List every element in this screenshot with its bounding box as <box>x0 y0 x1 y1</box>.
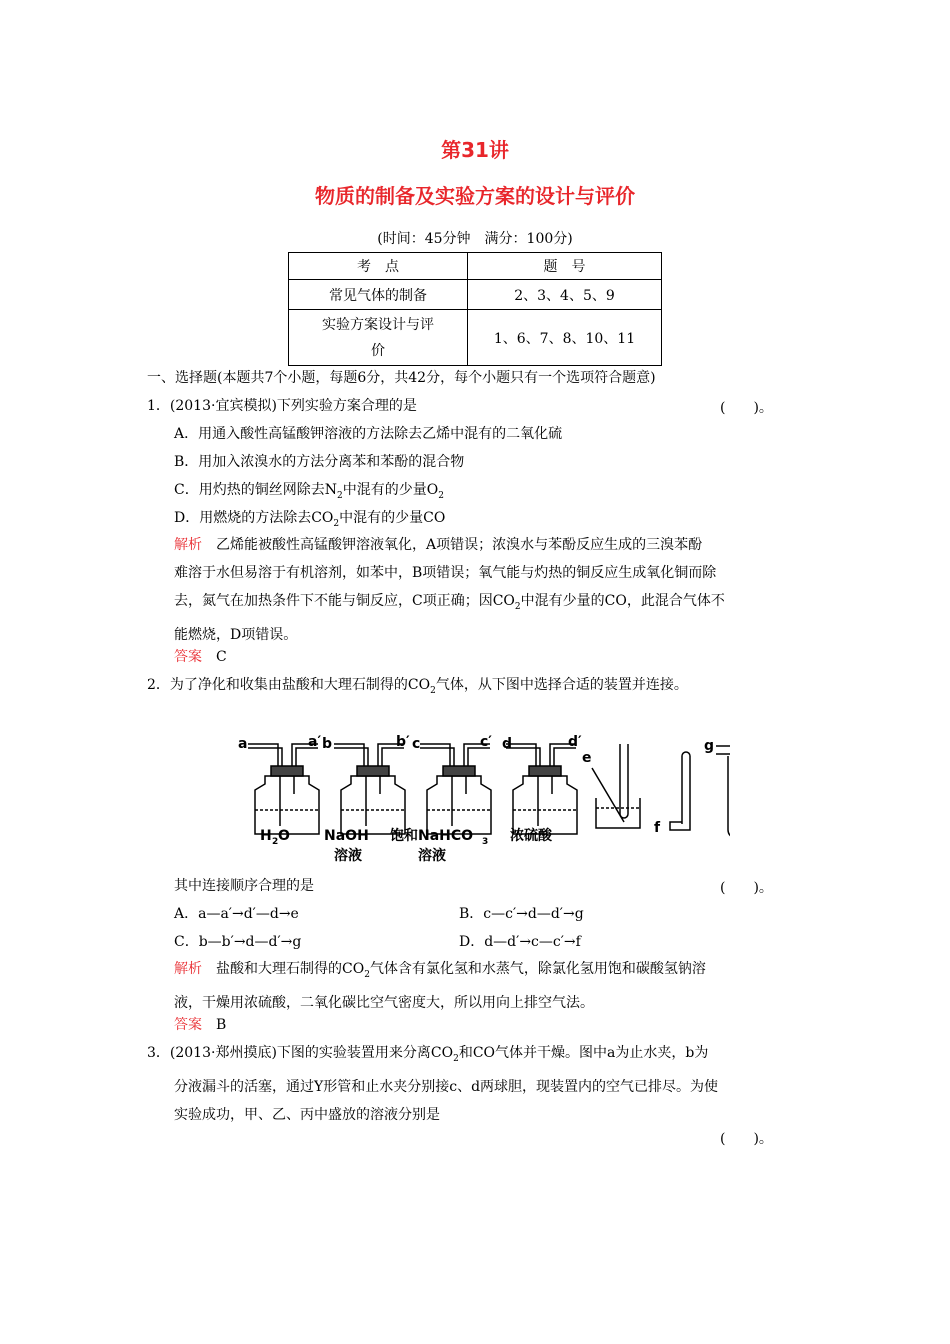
lecture-title: 物质的制备及实验方案的设计与评价 <box>315 184 635 208</box>
q1-answer: 答案 C <box>174 649 227 665</box>
table-header-numbers: 题 号 <box>468 253 662 280</box>
q1-option-c: C．用灼热的铜丝网除去$N_2$中混有的少量$O_2$ <box>174 482 444 501</box>
q2-answer-bracket: ( )。 <box>720 880 773 896</box>
table-cell-topic: 实验方案设计与评 价 <box>289 310 468 366</box>
analysis-label: 解析 <box>174 961 202 977</box>
svg-text:NaOH: NaOH <box>324 828 369 844</box>
table-cell-topic: 常见气体的制备 <box>289 280 468 310</box>
q2-stem: 2．为了净化和收集由盐酸和大理石制得的$CO_2$气体，从下图中选择合适的装置并连接。 <box>147 677 688 696</box>
lecture-number: 第31讲 <box>441 138 509 162</box>
q1-analysis: 解析 乙烯能被酸性高锰酸钾溶液氧化，A项错误；浓溴水与苯酚反应生成的三溴苯酚 难溶于水但易溶于有机溶剂，如苯中，B项错误；氧气能与灼热的铜反应生成氧化铜而除 去，氮气在加热条件下不能与铜反应，C项正确；因$CO_2$中混有少量的CO，此混合气体不 能燃烧，D项错误。 <box>174 537 725 643</box>
q1-answer-bracket: ( )。 <box>720 400 773 416</box>
svg-text:a′: a′ <box>308 734 322 750</box>
q1-option-d: D．用燃烧的方法除去$CO_2$中混有的少量CO <box>174 510 446 529</box>
topic-table <box>288 252 662 366</box>
svg-text:d′: d′ <box>568 734 582 750</box>
q2-analysis: 解析 盐酸和大理石制得的$CO_2$气体含有氯化氢和水蒸气，除氯化氢用饱和碳酸氢钠溶 液，干燥用浓硫酸，二氧化碳比空气密度大，所以用向上排空气法。 <box>174 961 706 1011</box>
svg-text:饱和NaHCO: 饱和NaHCO <box>390 828 474 844</box>
svg-text:溶液: 溶液 <box>334 848 362 864</box>
svg-text:H: H <box>260 828 272 844</box>
table-header-topic: 考 点 <box>289 253 468 280</box>
analysis-label: 解析 <box>174 537 202 553</box>
q1-option-a: A．用通入酸性高锰酸钾溶液的方法除去乙烯中混有的二氧化硫 <box>174 426 563 442</box>
svg-text:c: c <box>412 736 421 752</box>
svg-text:溶液: 溶液 <box>418 848 446 864</box>
q2-option-a: A．a—a′→d′—d→e <box>174 906 299 922</box>
time-score-line: (时间：45分钟 满分：100分) <box>377 231 573 247</box>
svg-text:b′: b′ <box>396 734 410 750</box>
section-heading: 一、选择题(本题共7个小题，每题6分，共42分，每个小题只有一个选项符合题意) <box>147 370 656 386</box>
q3-answer-bracket: ( )。 <box>720 1131 773 1147</box>
svg-text:f: f <box>654 820 661 836</box>
svg-text:a: a <box>238 736 248 752</box>
q1-stem: 1．(2013·宜宾模拟)下列实验方案合理的是 <box>147 398 417 414</box>
table-cell-numbers: 1、6、7、8、10、11 <box>468 310 662 366</box>
q2-option-c: C．b—b′→d—d′→g <box>174 934 302 950</box>
q2-prompt: 其中连接顺序合理的是 <box>174 878 314 894</box>
q2-option-b: B．c—c′→d—d′→g <box>459 906 584 922</box>
svg-text:O: O <box>278 828 290 844</box>
svg-text:3: 3 <box>482 837 489 847</box>
svg-text:2: 2 <box>272 837 279 847</box>
svg-text:e: e <box>582 750 592 766</box>
q2-option-d: D．d—d′→c—c′→f <box>459 934 581 950</box>
svg-text:c′: c′ <box>480 734 492 750</box>
svg-text:b: b <box>322 736 333 752</box>
svg-text:浓硫酸: 浓硫酸 <box>510 828 552 844</box>
svg-text:g: g <box>704 738 715 754</box>
table-cell-numbers: 2、3、4、5、9 <box>468 280 662 310</box>
q1-option-b: B．用加入浓溴水的方法分离苯和苯酚的混合物 <box>174 454 465 470</box>
gas-apparatus-figure <box>230 728 730 868</box>
q2-answer: 答案 B <box>174 1017 227 1033</box>
q3-stem: 3．(2013·郑州摸底)下图的实验装置用来分离$CO_2$和CO气体并干燥。图中a为止水夹，b为 分液漏斗的活塞，通过Y形管和止水夹分别接c、d两球胆，现装置内的空气已排尽。为使 实验成功，甲、乙、丙中盛放的溶液分别是 <box>147 1045 719 1123</box>
svg-text:d: d <box>502 736 513 752</box>
